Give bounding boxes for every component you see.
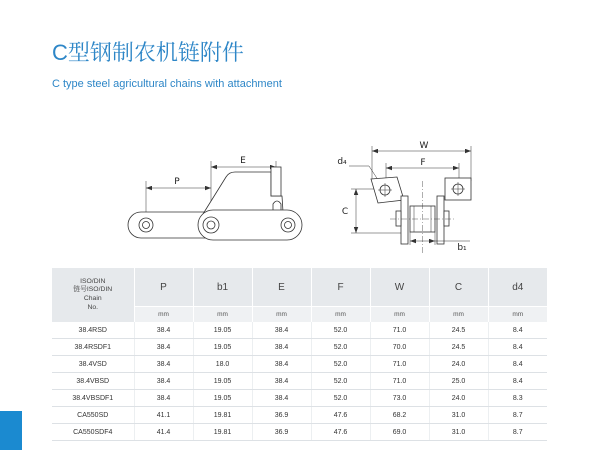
spec-value-cell-c: 31.0	[429, 407, 488, 424]
left-pin-head	[396, 211, 401, 226]
spec-value-cell-c: 24.0	[429, 390, 488, 407]
chain-number-cell: 38.4RSDF1	[52, 339, 134, 356]
spec-value-cell-d4: 8.4	[488, 339, 547, 356]
spec-value-cell-c: 31.0	[429, 424, 488, 441]
spec-value-cell-f: 52.0	[311, 356, 370, 373]
table-header	[52, 268, 547, 322]
spec-value-cell-d4: 8.4	[488, 322, 547, 339]
spec-value-cell-b1: 19.05	[193, 322, 252, 339]
spec-value-cell-f: 52.0	[311, 373, 370, 390]
spec-value-cell-w: 71.0	[370, 322, 429, 339]
f-label: F	[420, 158, 426, 168]
spec-value-cell-p: 41.1	[134, 407, 193, 424]
spec-value-cell-c: 25.0	[429, 373, 488, 390]
spec-value-cell-p: 38.4	[134, 390, 193, 407]
table-row	[52, 322, 547, 339]
side-view-drawing	[128, 161, 302, 240]
spec-value-cell-b1: 19.05	[193, 373, 252, 390]
unit-cell: mm	[488, 307, 547, 323]
spec-value-cell-w: 69.0	[370, 424, 429, 441]
spec-value-cell-e: 38.4	[252, 390, 311, 407]
spec-value-cell-w: 68.2	[370, 407, 429, 424]
unit-cell: mm	[429, 307, 488, 323]
spec-value-cell-p: 38.4	[134, 373, 193, 390]
spec-value-cell-e: 38.4	[252, 373, 311, 390]
spec-value-cell-p: 38.4	[134, 356, 193, 373]
unit-cell: mm	[193, 307, 252, 323]
spec-value-cell-c: 24.5	[429, 339, 488, 356]
chain-number-cell: 38.4VSD	[52, 356, 134, 373]
spec-value-cell-d4: 8.7	[488, 424, 547, 441]
chain-no-header-line: ISO/DIN	[80, 277, 106, 285]
spec-value-cell-f: 52.0	[311, 339, 370, 356]
col-header-b1: b1	[193, 268, 252, 307]
spec-value-cell-p: 38.4	[134, 339, 193, 356]
table-row	[52, 407, 547, 424]
spec-value-cell-b1: 19.05	[193, 339, 252, 356]
spec-value-cell-c: 24.5	[429, 322, 488, 339]
technical-drawings	[0, 130, 600, 265]
spec-value-cell-p: 41.4	[134, 424, 193, 441]
right-pin-head	[444, 211, 449, 226]
chain-no-header-line: Chain	[83, 295, 102, 302]
d4-label: d₄	[337, 157, 347, 167]
chain-number-cell: CA550SDF4	[52, 424, 134, 441]
table-row	[52, 339, 547, 356]
page-subtitle: C type steel agricultural chains with attachment	[52, 78, 282, 90]
spec-value-cell-b1: 19.81	[193, 407, 252, 424]
unit-cell: mm	[252, 307, 311, 323]
spec-value-cell-b1: 19.05	[193, 390, 252, 407]
page-title: C型钢制农机链附件	[52, 40, 244, 65]
spec-value-cell-w: 70.0	[370, 339, 429, 356]
spec-value-cell-e: 36.9	[252, 407, 311, 424]
spec-table	[52, 268, 547, 441]
chain-number-cell: CA550SD	[52, 407, 134, 424]
spec-value-cell-f: 47.6	[311, 424, 370, 441]
b1-label: b₁	[457, 243, 467, 253]
spec-value-cell-d4: 8.4	[488, 356, 547, 373]
spec-value-cell-e: 38.4	[252, 356, 311, 373]
c-label: C	[341, 207, 349, 217]
unit-cell: mm	[311, 307, 370, 323]
spec-value-cell-c: 24.0	[429, 356, 488, 373]
attachment-tab	[271, 167, 281, 196]
w-label: W	[419, 141, 429, 151]
spec-value-cell-e: 38.4	[252, 339, 311, 356]
spec-value-cell-f: 52.0	[311, 322, 370, 339]
pin-hole-right	[281, 218, 295, 232]
table-row	[52, 373, 547, 390]
spec-value-cell-f: 47.6	[311, 407, 370, 424]
unit-cell: mm	[370, 307, 429, 323]
spec-value-cell-e: 38.4	[252, 322, 311, 339]
spec-value-cell-d4: 8.4	[488, 373, 547, 390]
unit-cell: mm	[134, 307, 193, 323]
table-row	[52, 390, 547, 407]
spec-value-cell-d4: 8.3	[488, 390, 547, 407]
spec-value-cell-p: 38.4	[134, 322, 193, 339]
table-row	[52, 424, 547, 441]
chain-no-header	[52, 268, 134, 322]
chain-number-cell: 38.4RSD	[52, 322, 134, 339]
chain-no-header-line: No.	[87, 303, 99, 311]
spec-value-cell-e: 36.9	[252, 424, 311, 441]
spec-value-cell-f: 52.0	[311, 390, 370, 407]
right-side-plate	[437, 196, 444, 244]
spec-value-cell-d4: 8.7	[488, 407, 547, 424]
left-side-plate	[401, 196, 408, 244]
pin-hole-middle	[203, 217, 219, 233]
chain-number-cell: 38.4VBSDF1	[52, 390, 134, 407]
chain-number-cell: 38.4VBSD	[52, 373, 134, 390]
p-label: P	[174, 177, 180, 187]
top-view-drawing	[349, 146, 471, 253]
chain-no-header-line: 链号ISO/DIN	[73, 286, 113, 294]
pin-hole-left	[139, 218, 153, 232]
col-header-p: P	[134, 268, 193, 307]
col-header-c: C	[429, 268, 488, 307]
spec-value-cell-w: 71.0	[370, 373, 429, 390]
spec-value-cell-w: 71.0	[370, 356, 429, 373]
table-row	[52, 356, 547, 373]
col-header-f: F	[311, 268, 370, 307]
e-label: E	[240, 156, 246, 166]
spec-value-cell-b1: 18.0	[193, 356, 252, 373]
col-header-e: E	[252, 268, 311, 307]
spec-value-cell-w: 73.0	[370, 390, 429, 407]
table-body	[52, 322, 547, 441]
header-row	[52, 268, 547, 307]
col-header-d4: d4	[488, 268, 547, 307]
spec-value-cell-b1: 19.81	[193, 424, 252, 441]
accent-bar	[0, 411, 22, 450]
col-header-w: W	[370, 268, 429, 307]
